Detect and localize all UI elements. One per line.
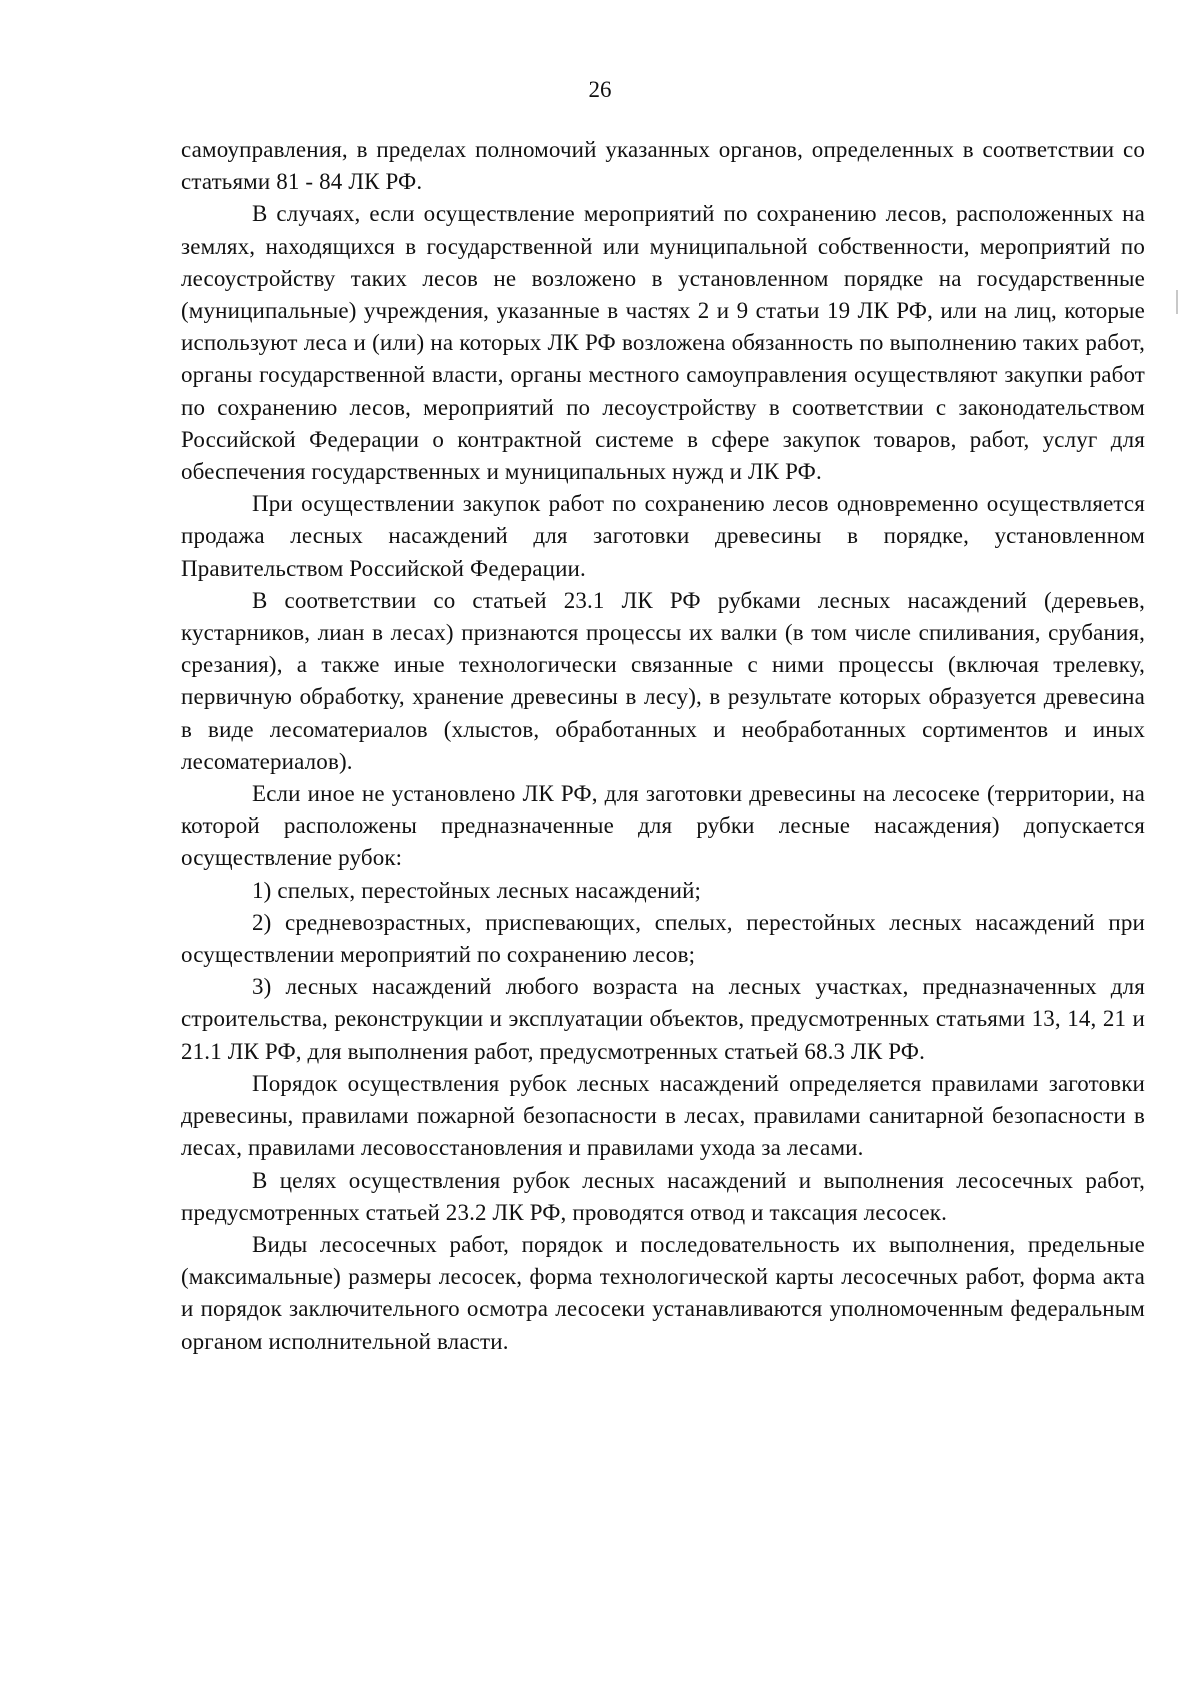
paragraph-felling-rules: Порядок осуществления рубок лесных насаждений определяется правилами заготовки древесины, правилами пожарной безопасности в лесах, правилами санитарной безопасности в лесах, правилами лесовосстановления и правилами ухода за лесами. [181, 1070, 1145, 1161]
scan-margin-mark [1176, 290, 1178, 314]
list-item-3: 3) лесных насаждений любого возраста на лесных участках, предназначенных для строительства, реконструкции и эксплуатации объектов, предусмотренных статьями 13, 14, 21 и 21.1 ЛК РФ, для выполнения работ, предусмотренных статьей 68.3 ЛК РФ. [181, 974, 1145, 1064]
paragraph-allotment-taxation: В целях осуществления рубок лесных насаждений и выполнения лесосечных работ, предусмотренных статьей 23.2 ЛК РФ, проводятся отвод и таксация лесосек. [181, 1167, 1145, 1225]
page-number: 26 [588, 77, 612, 102]
paragraph-allowed-felling: Если иное не установлено ЛК РФ, для заготовки древесины на лесосеке (территории, на которой расположены предназначенные для рубки лесные насаждения) допускается осуществление рубок: [181, 781, 1145, 871]
paragraph-timber-sale: При осуществлении закупок работ по сохранению лесов одновременно осуществляется продажа лесных насаждений для заготовки древесины в порядке, установленном Правительством Российской Федерации. [181, 491, 1145, 581]
list-item-2: 2) средневозрастных, приспевающих, спелых, перестойных лесных насаждений при осуществлении мероприятий по сохранению лесов; [181, 909, 1145, 968]
paragraph-continuation: самоуправления, в пределах полномочий указанных органов, определенных в соответствии со статьями 81 - 84 ЛК РФ. [181, 137, 1145, 195]
paragraph-procurement-cases: В случаях, если осуществление мероприятий по сохранению лесов, расположенных на землях, находящихся в государственной или муниципальной собственности, мероприятий по лесоустройству таких лесов не возложено в установленном порядке на государственные (муниципальные) учреждения, указанные в частях 2 и 9 статьи 19 ЛК РФ, или на лиц, которые используют леса и (или) на которых ЛК РФ возложена обязанность по выполнению таких работ, органы государственной власти, органы местного самоуправления осуществляют закупки работ по сохранению лесов, мероприятий по лесоустройству в соответствии с законодательством Российской Федерации о контрактной системе в сфере закупок товаров, работ, услуг для обеспечения государственных и муниципальных нужд и ЛК РФ. [181, 201, 1145, 485]
list-item-1: 1) спелых, перестойных лесных насаждений; [252, 877, 702, 903]
paragraph-felling-definition: В соответствии со статьей 23.1 ЛК РФ рубками лесных насаждений (деревьев, кустарников, лиан в лесах) признаются процессы их валки (в том числе спиливания, срубания, срезания), а также иные технологически связанные с ними процессы (включая трелевку, первичную обработку, хранение древесины в лесу), в результате которых образуется древесина в виде лесоматериалов (хлыстов, обработанных и необработанных сортиментов и иных лесоматериалов). [181, 587, 1145, 774]
document-body [181, 134, 1145, 1358]
paragraph-logging-works: Виды лесосечных работ, порядок и последовательность их выполнения, предельные (максимальные) размеры лесосек, форма технологической карты лесосечных работ, форма акта и порядок заключительного осмотра лесосеки устанавливаются уполномоченным федеральным органом исполнительной власти. [181, 1231, 1145, 1354]
